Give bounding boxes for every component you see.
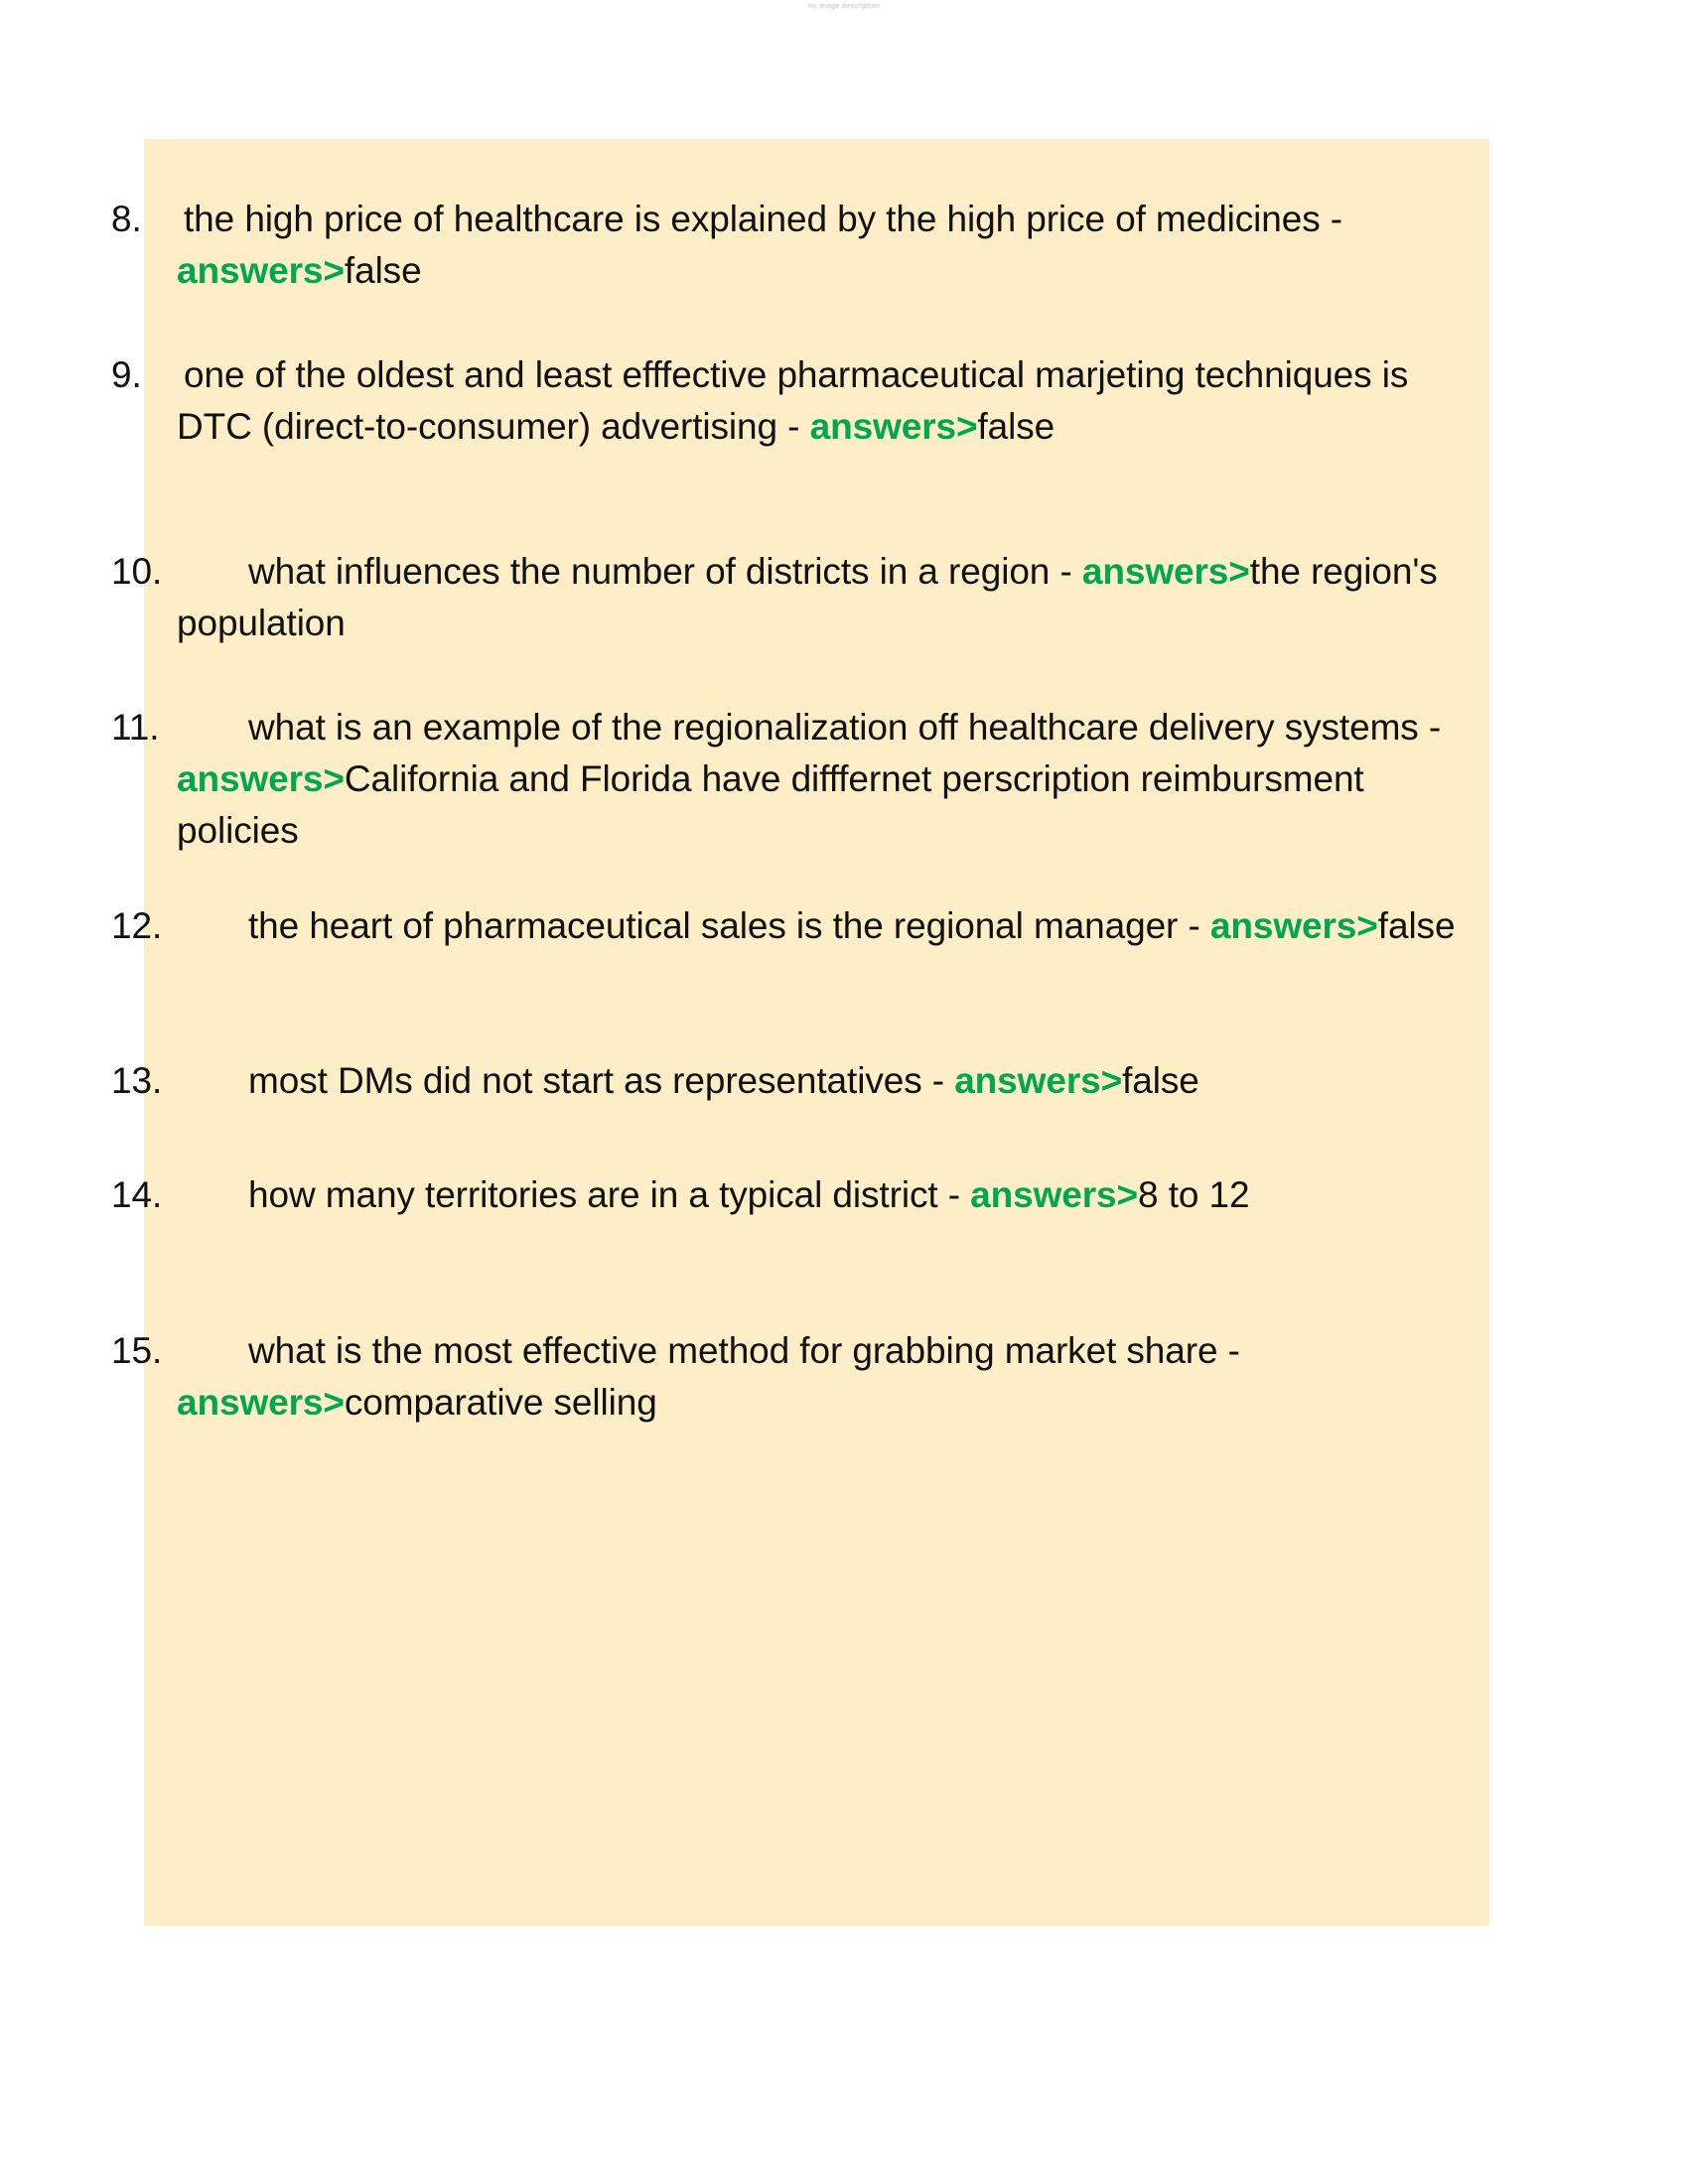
qa-item <box>111 900 1489 952</box>
qa-answer-text: 8 to 12 <box>1138 1174 1250 1215</box>
qa-item-number: 12. <box>111 905 163 946</box>
answers-marker: answers> <box>177 1382 345 1423</box>
qa-item-number: 8. <box>111 199 142 239</box>
qa-item-number: 11. <box>111 707 160 748</box>
qa-question-text: what is an example of the regionalization off healthcare delivery systems - <box>248 707 1442 748</box>
qa-answer-text: California and Florida have difffernet perscription reimbursment policies <box>177 758 1364 851</box>
highlighted-content-block <box>111 139 1489 1926</box>
qa-item-number: 10. <box>111 551 163 592</box>
qa-question-text: the heart of pharmaceutical sales is the regional manager - <box>248 905 1210 946</box>
answers-marker: answers> <box>177 250 345 291</box>
qa-item-number: 14. <box>111 1174 163 1215</box>
qa-item <box>111 1055 1489 1107</box>
qa-answer-text: the region's population <box>177 551 1438 643</box>
qa-item <box>111 1325 1489 1429</box>
answers-marker: answers> <box>1081 551 1250 592</box>
qa-answer-text: false <box>1377 905 1456 946</box>
qa-question-text: most DMs did not start as representatives - <box>248 1060 955 1101</box>
qa-answer-text: false <box>977 406 1055 447</box>
answers-marker: answers> <box>970 1174 1139 1215</box>
scan-artifact-text: no image description <box>807 3 881 10</box>
qa-question-text: what is the most effective method for grabbing market share - <box>248 1330 1240 1371</box>
qa-answer-text: false <box>1122 1060 1199 1101</box>
qa-answer-text: false <box>344 250 422 291</box>
answers-marker: answers> <box>177 758 345 799</box>
qa-item <box>111 349 1489 453</box>
qa-answer-text: comparative selling <box>344 1382 657 1423</box>
qa-item <box>111 546 1489 649</box>
qa-item-number: 15. <box>111 1330 163 1371</box>
qa-question-text: the high price of healthcare is explained by the high price of medicines - <box>184 199 1343 239</box>
qa-item <box>111 194 1489 297</box>
answers-marker: answers> <box>954 1060 1123 1101</box>
qa-item <box>111 1169 1489 1221</box>
qa-item-number: 9. <box>111 354 142 395</box>
qa-question-text: one of the oldest and least efffective pharmaceutical marjeting techniques is DTC (direct-to-consumer) advertising - <box>177 354 1409 447</box>
answers-marker: answers> <box>809 406 978 447</box>
qa-question-text: what influences the number of districts in a region - <box>248 551 1082 592</box>
qa-item <box>111 702 1489 857</box>
answers-marker: answers> <box>1209 905 1378 946</box>
qa-item-number: 13. <box>111 1060 163 1101</box>
qa-question-text: how many territories are in a typical district - <box>248 1174 971 1215</box>
